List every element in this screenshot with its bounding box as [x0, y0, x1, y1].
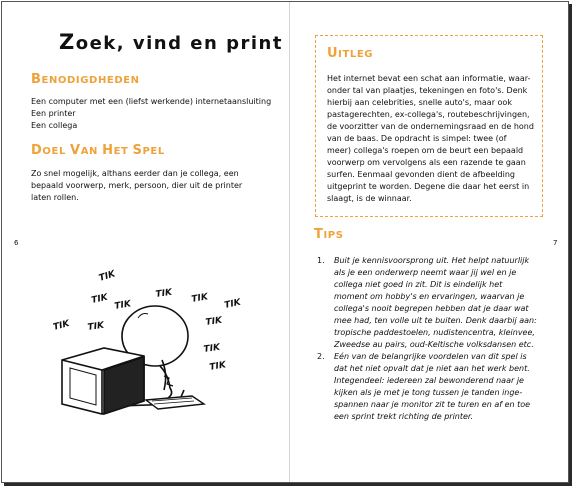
- doel-text: [31, 168, 242, 204]
- text-line: als je een onderwerp neemt waar jij wel en je: [334, 268, 517, 277]
- tik-sound: TIK: [223, 297, 242, 311]
- tik-sound: TIK: [90, 292, 109, 306]
- page-number-right: 7: [553, 239, 558, 247]
- text-line: onder tal van plaatjes, tekeningen en foto's. Denk: [327, 86, 528, 95]
- tik-sound: TIK: [113, 299, 132, 312]
- text-line: mee had, ten volle uit te buiten. Denk daarbij aan:: [334, 316, 537, 325]
- tip-item: [317, 255, 551, 351]
- book-spread: [1, 1, 569, 483]
- tik-sound: TIK: [155, 287, 173, 300]
- tik-sound: TIK: [52, 318, 71, 333]
- benodigdheden-text: [31, 96, 271, 132]
- text-line: tropische paddestoelen, nudistencentra, kleinvee,: [334, 328, 535, 337]
- section-heading-doel: DOEL VAN HET SPEL: [31, 143, 165, 158]
- text-line: Integendeel: iedereen zal bewonderend naar je: [334, 376, 524, 385]
- text-line: bepaald voorwerp, merk, persoon, dier uit de printer: [31, 181, 243, 190]
- text-line: collega niet goed in zit. Dit is eindelijk het: [334, 280, 503, 289]
- text-line: pastagerechten, ex-collega's, routebeschrijvingen,: [327, 110, 530, 119]
- text-line: de voorzitter van de ondernemingsraad en de hond: [327, 122, 534, 131]
- page-number-left: 6: [14, 239, 19, 247]
- text-line: Een collega: [31, 121, 78, 130]
- tik-sound: TIK: [205, 315, 223, 328]
- keyboard: [146, 396, 204, 409]
- text-line: Een printer: [31, 109, 76, 118]
- tip-number: 1.: [317, 256, 325, 265]
- section-heading-tips: TIPS: [314, 227, 344, 242]
- uitleg-text: [327, 73, 534, 205]
- text-line: uitgeprint te worden. Degene die daar het eerst in: [327, 182, 530, 191]
- text-line: laten rollen.: [31, 193, 79, 202]
- text-line: een sprint trekt richting de printer.: [334, 412, 474, 421]
- text-line: spannen naar je monitor zit te turen en af en toe: [334, 400, 531, 409]
- text-line: voorwerp om vervolgens als een razende te gaan: [327, 158, 526, 167]
- text-line: moment om hobby's en ervaringen, waarvan je: [334, 292, 525, 301]
- tik-sound: TIK: [208, 360, 227, 373]
- text-line: Eén van de belangrijke voordelen van dit spel is: [334, 352, 527, 361]
- text-line: Het internet bevat een schat aan informatie, waar-: [327, 74, 531, 83]
- text-line: collega's nooit begrepen hebben dat je daar wat: [334, 304, 529, 313]
- tip-item: [317, 351, 551, 423]
- tik-sound: TIK: [87, 320, 105, 333]
- text-line: Zweedse au pairs, oud-Keltische volksdansen etc.: [334, 340, 534, 349]
- tik-sound: TIK: [190, 292, 209, 305]
- computer-monitor: [62, 348, 144, 414]
- section-heading-uitleg: UITLEG: [327, 46, 374, 61]
- text-line: dat het niet opvalt dat je niet aan het werk bent.: [334, 364, 530, 373]
- text-line: hierbij aan celebrities, snelle auto's, maar ook: [327, 98, 512, 107]
- tip-number: 2.: [317, 352, 325, 361]
- tik-sound: TIK: [203, 342, 221, 355]
- text-line: surfen. Eenmaal gevonden dient de afbeelding: [327, 170, 515, 179]
- section-heading-benodigdheden: BENODIGDHEDEN: [31, 72, 140, 87]
- text-line: Buit je kennisvoorsprong uit. Het helpt natuurlijk: [334, 256, 530, 265]
- tik-sound: TIK: [97, 269, 117, 284]
- text-line: slaagt, is de winnaar.: [327, 194, 412, 203]
- right-page: [290, 2, 568, 482]
- text-line: Zo snel mogelijk, althans eerder dan je collega, een: [31, 169, 239, 178]
- page-title: Zoek, vind en print: [59, 30, 283, 54]
- text-line: kijken als je met je tong tussen je tanden inge-: [334, 388, 523, 397]
- tips-list: [317, 255, 551, 423]
- left-page: [2, 2, 289, 482]
- text-line: Een computer met een (liefst werkende) internetaansluiting: [31, 97, 272, 106]
- cartoon-illustration: [42, 268, 252, 418]
- text-line: van de baas. De opdracht is simpel: twee (of: [327, 134, 507, 143]
- text-line: meer) collega's roepen om de beurt een bepaald: [327, 146, 524, 155]
